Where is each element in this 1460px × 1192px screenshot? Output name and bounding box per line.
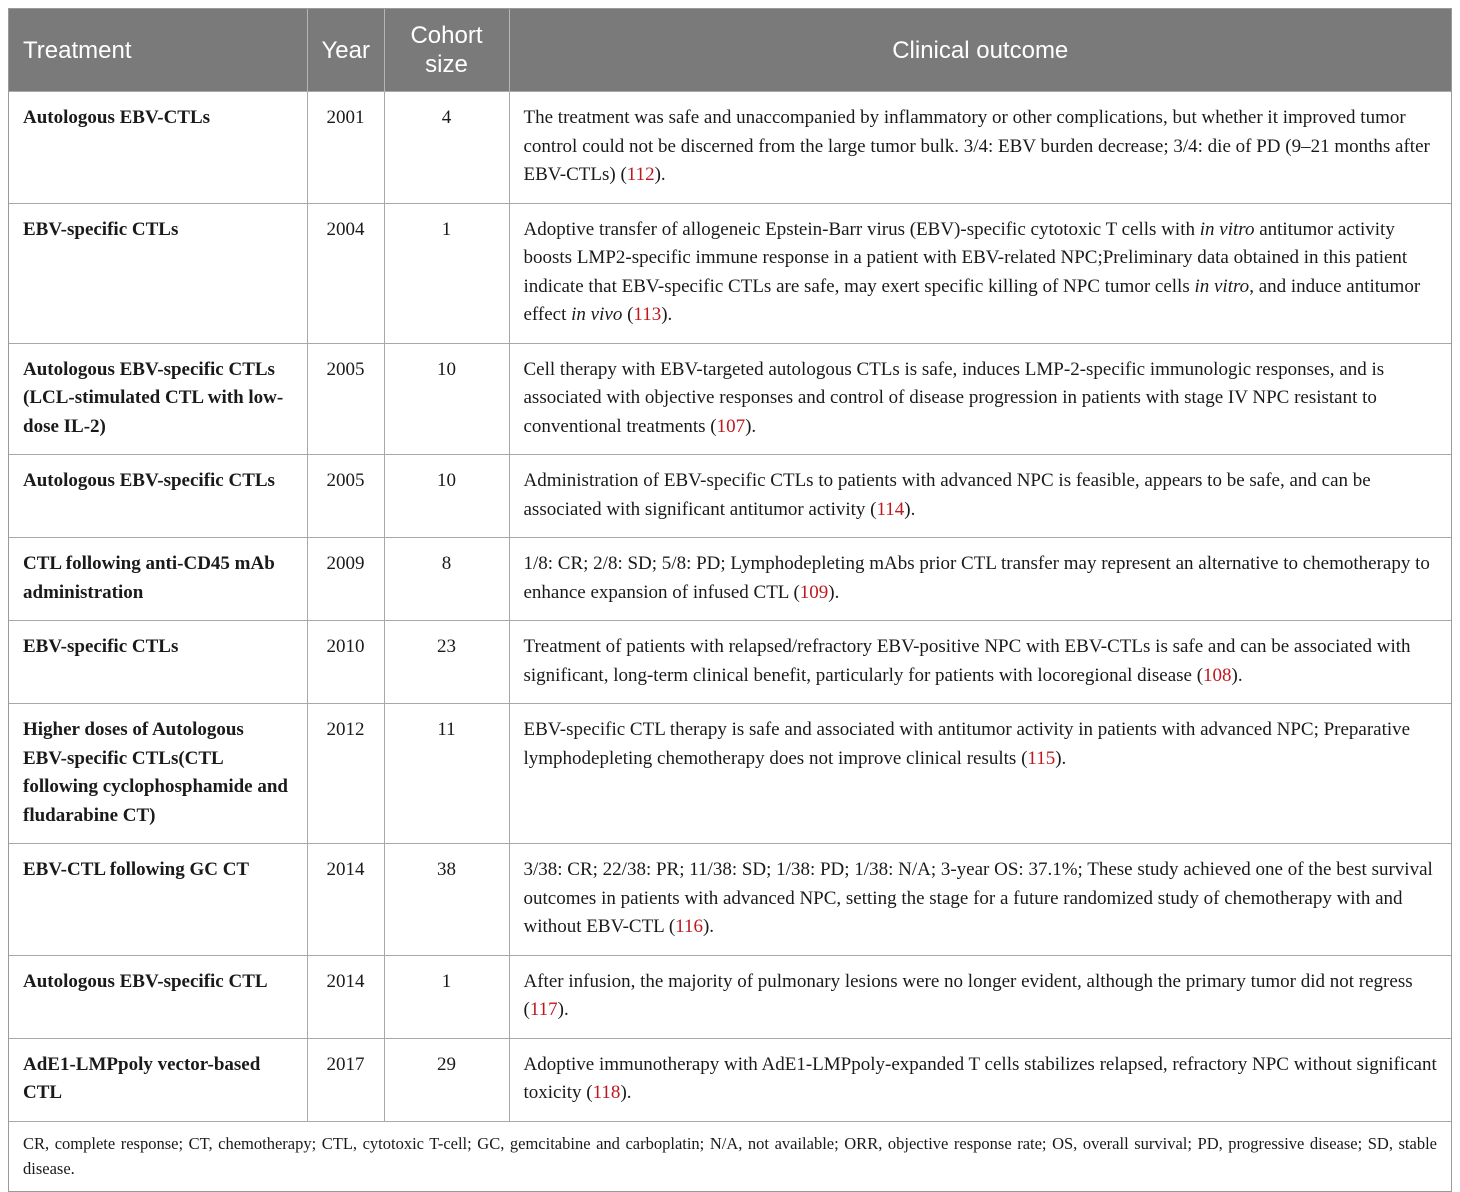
reference-link[interactable]: 118 (592, 1082, 621, 1103)
cohort-size-cell: 38 (384, 844, 509, 956)
table-container (8, 8, 1452, 1192)
reference-link[interactable]: 113 (633, 304, 662, 325)
cohort-size-cell: 4 (384, 92, 509, 204)
year-cell: 2014 (307, 955, 384, 1038)
table-body (9, 92, 1451, 1121)
treatment-cell: CTL following anti-CD45 mAb administration (9, 538, 307, 621)
treatment-cell: Autologous EBV-specific CTLs (LCL-stimulated CTL with low-dose IL-2) (9, 343, 307, 455)
header-clinical-outcome: Clinical outcome (509, 9, 1451, 92)
table-row (9, 955, 1451, 1038)
outcome-text: lymphodepleting chemotherapy does not improve clinical results ( (523, 747, 1028, 769)
cohort-size-cell: 10 (384, 455, 509, 538)
clinical-outcome-cell (509, 538, 1451, 621)
outcome-text: The treatment was safe and unaccompanied by inflammatory or other complications, but whether it improved tumor control could not be discerned from the large tumor bulk. 3/4: EBV burden decrease; 3/4: die of PD (9–21 months after EBV-CTLs) ( (523, 107, 1430, 185)
reference-link[interactable]: 112 (626, 164, 655, 185)
clinical-outcome-cell (509, 955, 1451, 1038)
header-cohort-size: Cohort size (384, 9, 509, 92)
treatment-cell: Autologous EBV-CTLs (9, 92, 307, 204)
cohort-size-cell: 29 (384, 1038, 509, 1121)
outcome-text: antitumor activity boosts LMP2-specific immune response in a patient with EBV-related NPC;Preliminary data obtained in this patient indicate that EBV-specific CTLs are safe, may exert specific killing of NPC tumor cells (523, 218, 1408, 297)
table-footnote: CR, complete response; CT, chemotherapy; CTL, cytotoxic T-cell; GC, gemcitabine and carboplatin; N/A, not available; ORR, objective response rate; OS, overall survival; PD, progressive disease; SD, stable disease. (9, 1121, 1451, 1191)
cohort-size-cell: 10 (384, 343, 509, 455)
table-row (9, 704, 1451, 844)
year-cell: 2009 (307, 538, 384, 621)
table-row (9, 92, 1451, 204)
year-cell: 2004 (307, 203, 384, 343)
reference-link[interactable]: 109 (799, 581, 829, 603)
cohort-size-cell: 1 (384, 203, 509, 343)
reference-link[interactable]: 116 (675, 916, 703, 937)
clinical-outcome-cell (509, 203, 1451, 343)
outcome-text: ). (745, 415, 757, 437)
clinical-outcome-cell (509, 455, 1451, 538)
year-cell: 2005 (307, 343, 384, 455)
reference-link[interactable]: 115 (1027, 747, 1056, 769)
outcome-text: Cell therapy with EBV-targeted autologous CTLs is safe, induces LMP-2-specific immunologic responses, and is associated with objective responses and control of disease progression in patients with stage IV NPC resistant to conventional treatments ( (523, 358, 1385, 437)
outcome-text: ). (1231, 664, 1243, 686)
outcome-text: After infusion, the majority of pulmonary lesions were no longer evident, although the primary tumor did not regress ( (523, 970, 1413, 1020)
clinical-outcome-cell (509, 704, 1451, 844)
italic-text: in vitro (1194, 275, 1250, 297)
treatment-cell: EBV-specific CTLs (9, 203, 307, 343)
reference-link[interactable]: 108 (1203, 664, 1232, 686)
header-treatment: Treatment (9, 9, 307, 92)
table-row (9, 203, 1451, 343)
italic-text: in vivo (571, 304, 623, 325)
cohort-size-cell: 11 (384, 704, 509, 844)
outcome-text: ). (620, 1082, 632, 1103)
treatment-cell: EBV-specific CTLs (9, 621, 307, 704)
year-cell: 2012 (307, 704, 384, 844)
outcome-text: ). (661, 304, 673, 325)
outcome-text: ). (828, 581, 840, 603)
outcome-text: ). (654, 164, 666, 185)
table-row (9, 538, 1451, 621)
treatment-cell: EBV-CTL following GC CT (9, 844, 307, 956)
table-row (9, 343, 1451, 455)
treatment-cell: Autologous EBV-specific CTLs (9, 455, 307, 538)
table-row (9, 455, 1451, 538)
year-cell: 2005 (307, 455, 384, 538)
reference-link[interactable]: 114 (876, 498, 905, 520)
year-cell: 2014 (307, 844, 384, 956)
cohort-size-cell: 23 (384, 621, 509, 704)
table-row (9, 1038, 1451, 1121)
treatment-cell: AdE1-LMPpoly vector-based CTL (9, 1038, 307, 1121)
clinical-trials-table (9, 9, 1451, 1121)
treatment-cell: Autologous EBV-specific CTL (9, 955, 307, 1038)
outcome-text: Adoptive transfer of allogeneic Epstein-Barr virus (EBV)-specific cytotoxic T cells with (523, 218, 1200, 240)
italic-text: in vitro (1199, 218, 1255, 240)
table-row (9, 844, 1451, 956)
outcome-text: 1/8: CR; 2/8: SD; 5/8: PD; Lymphodepleting mAbs prior CTL transfer may represent an alternative to chemotherapy to enhance expansion of infused CTL ( (523, 553, 1430, 603)
outcome-text: , and induce antitumor effect (523, 275, 1421, 325)
clinical-outcome-cell (509, 621, 1451, 704)
outcome-text: ). (557, 999, 569, 1020)
cohort-size-cell: 1 (384, 955, 509, 1038)
header-row (9, 9, 1451, 92)
outcome-text: ). (702, 916, 715, 937)
outcome-text: EBV-specific CTL therapy is safe and associated with antitumor activity in patients with advanced NPC; Preparative (523, 719, 1411, 740)
clinical-outcome-cell (509, 92, 1451, 204)
cohort-size-cell: 8 (384, 538, 509, 621)
outcome-text: ). (1055, 747, 1067, 769)
header-year: Year (307, 9, 384, 92)
outcome-text: ( (622, 304, 634, 325)
clinical-outcome-cell (509, 343, 1451, 455)
outcome-text: ). (904, 498, 916, 520)
reference-link[interactable]: 117 (529, 999, 558, 1020)
reference-link[interactable]: 107 (716, 415, 746, 437)
outcome-text: 3/38: CR; 22/38: PR; 11/38: SD; 1/38: PD; 1/38: N/A; 3-year OS: 37.1%; These study achieved one of the best survival outcomes in patients with advanced NPC, setting the stage for a future randomized study of chemotherapy with and without EBV-CTL ( (523, 859, 1433, 937)
clinical-outcome-cell (509, 844, 1451, 956)
treatment-cell: Higher doses of Autologous EBV-specific CTLs(CTL following cyclophosphamide and fludarabine CT) (9, 704, 307, 844)
outcome-text: Treatment of patients with relapsed/refractory EBV-positive NPC with EBV-CTLs is safe and can be associated with significant, long-term clinical benefit, particularly for patients with locoregional disease ( (523, 636, 1411, 686)
outcome-text: Administration of EBV-specific CTLs to patients with advanced NPC is feasible, appears to be safe, and can be associated with significant antitumor activity ( (523, 470, 1371, 520)
year-cell: 2017 (307, 1038, 384, 1121)
outcome-text: Adoptive immunotherapy with AdE1-LMPpoly-expanded T cells stabilizes relapsed, refractory NPC without significant toxicity ( (523, 1053, 1437, 1103)
year-cell: 2001 (307, 92, 384, 204)
year-cell: 2010 (307, 621, 384, 704)
clinical-outcome-cell (509, 1038, 1451, 1121)
table-row (9, 621, 1451, 704)
